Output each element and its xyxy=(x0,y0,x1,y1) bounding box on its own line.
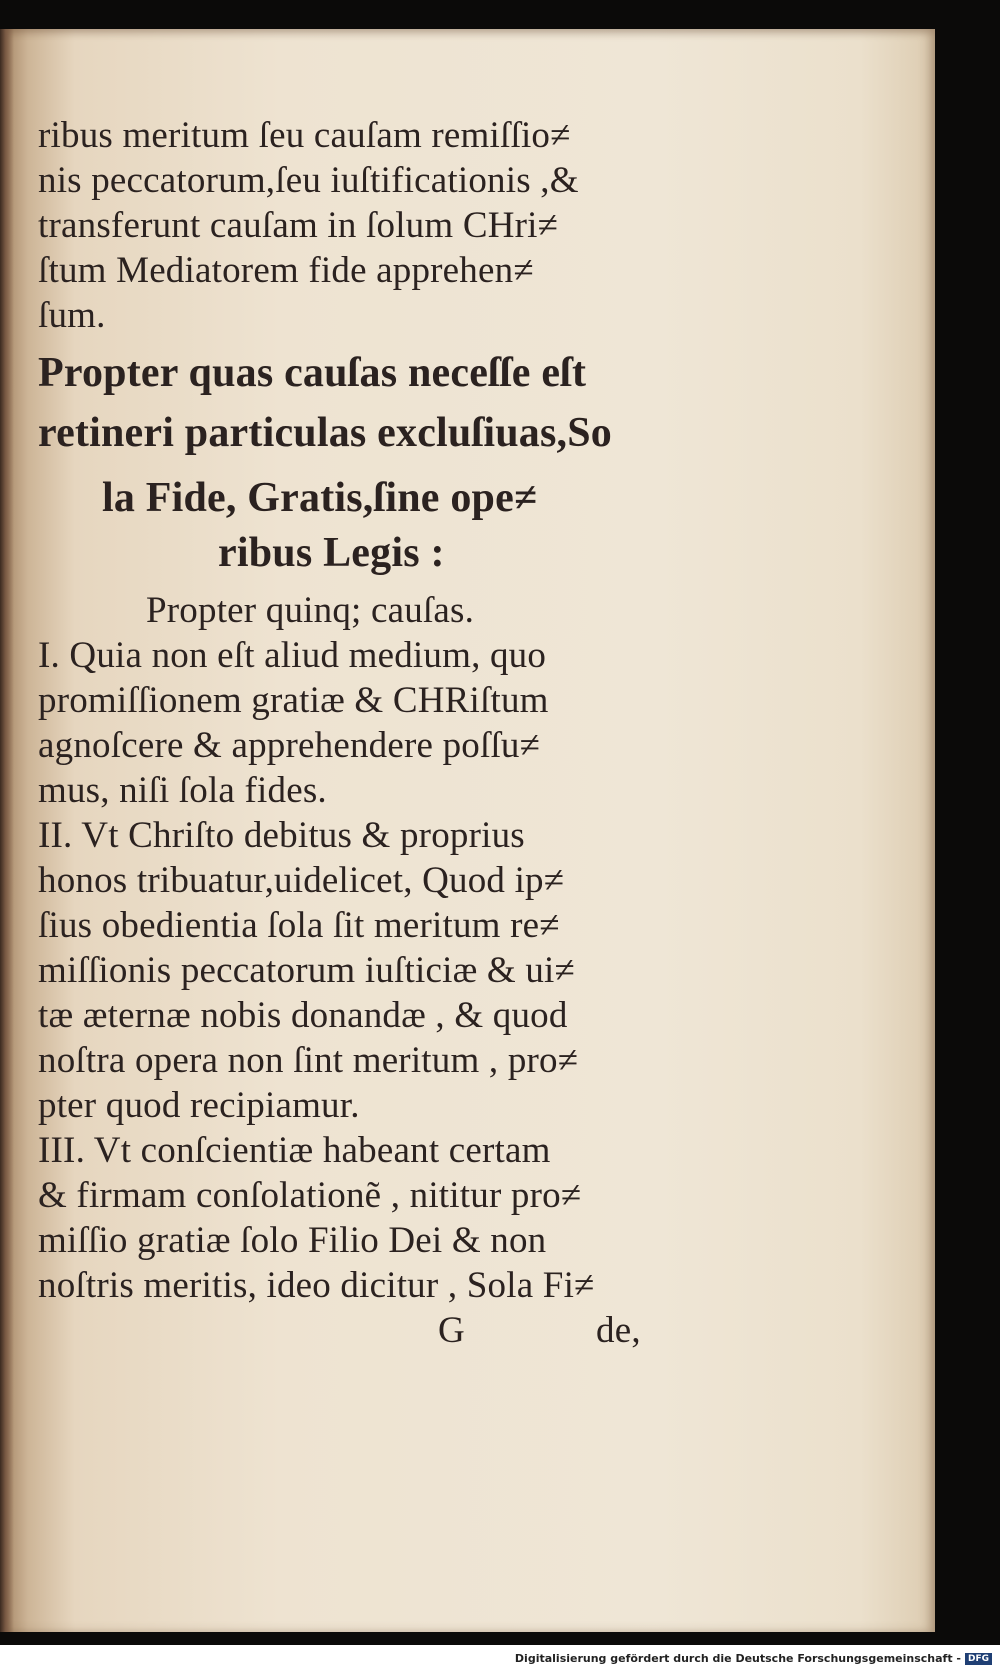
body-line: tæ æternæ nobis donandæ , & quod xyxy=(38,995,568,1036)
body-line: I. Quia non eſt aliud medium, quo xyxy=(38,635,547,676)
body-line: miſſio gratiæ ſolo Filio Dei & non xyxy=(38,1220,547,1261)
text-line: nis peccatorum,ſeu iuſtificationis ,& xyxy=(38,160,579,201)
heading-line: ribus Legis : xyxy=(218,530,445,576)
footer-credit xyxy=(515,1652,992,1665)
text-line: ſtum Mediatorem fide apprehen≠ xyxy=(38,250,534,291)
body-line: ſius obedientia ſola ſit meritum re≠ xyxy=(38,905,560,946)
footer xyxy=(0,1645,1000,1676)
catchword: de, xyxy=(596,1310,641,1351)
body-line: noſtris meritis, ideo dicitur , Sola Fi≠ xyxy=(38,1265,595,1306)
heading-line: la Fide, Gratis,ſine ope≠ xyxy=(102,475,538,521)
body-line: III. Vt conſcientiæ habeant certam xyxy=(38,1130,551,1171)
body-line: miſſionis peccatorum iuſticiæ & ui≠ xyxy=(38,950,576,991)
signature-mark: G xyxy=(438,1310,465,1351)
subheading: Propter quinq; cauſas. xyxy=(146,590,475,631)
text-line: transferunt cauſam in ſolum CHri≠ xyxy=(38,205,559,246)
body-line: promiſſionem gratiæ & CHRiſtum xyxy=(38,680,549,721)
body-line: mus, niſi ſola fides. xyxy=(38,770,327,811)
footer-credit-text: Digitalisierung gefördert durch die Deutsche Forschungsgemeinschaft - xyxy=(514,1652,961,1665)
body-line: pter quod recipiamur. xyxy=(38,1085,360,1126)
book-page xyxy=(0,29,935,1632)
body-line: noſtra opera non ſint meritum , pro≠ xyxy=(38,1040,579,1081)
body-line: honos tribuatur,uidelicet, Quod ip≠ xyxy=(38,860,565,901)
heading-line: retineri particulas excluſiuas,So xyxy=(38,410,612,456)
body-line: II. Vt Chriſto debitus & proprius xyxy=(38,815,525,856)
heading-line: Propter quas cauſas neceſſe eſt xyxy=(38,350,587,396)
text-line: ſum. xyxy=(38,295,106,336)
dfg-logo: DFG xyxy=(965,1653,992,1665)
page-binding-edge xyxy=(0,29,14,1632)
body-line: agnoſcere & apprehendere poſſu≠ xyxy=(38,725,541,766)
body-line: & firmam conſolationẽ , nititur pro≠ xyxy=(38,1175,582,1216)
text-line: ribus meritum ſeu cauſam remiſſio≠ xyxy=(38,115,571,156)
